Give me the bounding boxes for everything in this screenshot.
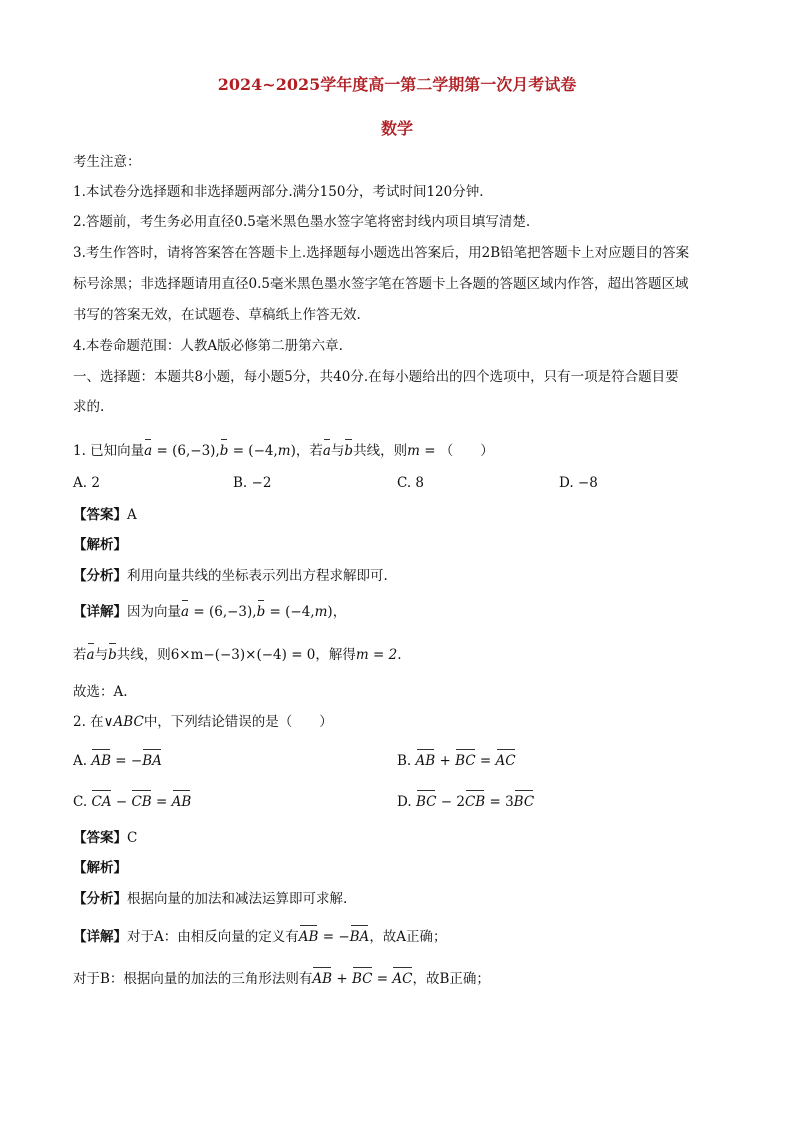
- vector-b-ref: b: [344, 443, 354, 459]
- vector-a: a: [144, 443, 153, 459]
- fenxi-tag: 【分析】: [73, 568, 127, 584]
- vector-b-detail: b: [256, 604, 266, 620]
- detail-equation: 6×m−(−3)×(−4) = 0: [170, 647, 316, 663]
- var-m: m: [277, 443, 291, 459]
- q1-close: ): [290, 443, 296, 459]
- triangle-abc: ∨ABC: [103, 714, 144, 730]
- q2-prefix: 2. 在: [73, 714, 104, 730]
- q1-mid-2: 与: [330, 443, 345, 459]
- q2-detail-b: 对于B：根据向量的加法的三角形法则有AB + BC = AC，故B正确；: [73, 971, 490, 987]
- var-m-detail: m: [314, 604, 328, 620]
- vector-a-ref: a: [322, 443, 331, 459]
- detail-l2b: 与: [94, 647, 109, 663]
- detail-text-1: 因为向量: [127, 604, 181, 620]
- detail-close: ): [327, 604, 333, 620]
- detail-b-tail: ，故B正确；: [412, 971, 490, 987]
- q2-option-a-label: A.: [73, 753, 88, 769]
- fenxi-tag: 【分析】: [73, 891, 127, 907]
- q1-choose: 故选：A.: [73, 684, 128, 700]
- q1-mid-1: ，若: [295, 443, 323, 459]
- answer-tag: 【答案】: [73, 507, 127, 523]
- detail-l2d: ，解得: [315, 647, 356, 663]
- question-2-stem: [73, 713, 333, 731]
- notice-heading: 考生注意：: [73, 154, 141, 170]
- vec-BA: BA: [349, 929, 370, 945]
- notice-item-2: 2.答题前，考生务必用直径0.5毫米黑色墨水签字笔将密封线内项目填写清楚.: [73, 214, 531, 230]
- fenxi-text: 利用向量共线的坐标表示列出方程求解即可.: [127, 568, 388, 584]
- detail-l2c: 共线，则: [116, 647, 171, 663]
- detail-eq-a: = (6,−3),: [193, 604, 257, 620]
- exam-subject: 数学: [380, 119, 413, 138]
- answer-value: A: [127, 507, 137, 523]
- vec-CB: CB: [464, 794, 486, 810]
- vec-AB: AB: [415, 753, 436, 769]
- q1-prefix: 1. 已知向量: [73, 443, 145, 459]
- q2-answer: [73, 829, 137, 847]
- detail-l2a: 若: [73, 647, 87, 663]
- answer-value: C: [127, 830, 138, 846]
- q1-detail-line-1: 【详解】因为向量a = (6,−3),b = (−4,m)，: [73, 604, 347, 620]
- detail-result: m = 2: [355, 647, 398, 663]
- var-m-ref: m: [407, 443, 420, 459]
- vec-AC: AC: [392, 971, 413, 987]
- q2-option-d: D. BC − 2CB = 3BC: [397, 794, 535, 810]
- vec-BC: BC: [513, 794, 535, 810]
- section1-heading-line-2: 求的.: [73, 399, 105, 415]
- section1-heading-line-1: 一、选择题：本题共8小题，每小题5分，共40分.在每小题给出的四个选项中，只有一项是符合题目要: [73, 369, 679, 385]
- detail-eq-b: = (−4,: [269, 604, 315, 620]
- question-1-stem: [73, 442, 494, 460]
- q2-stem: 中，下列结论错误的是（ ）: [143, 714, 333, 730]
- vec-AC: AC: [495, 753, 516, 769]
- q2-option-d-label: D.: [397, 794, 412, 810]
- detail-end: .: [397, 647, 402, 663]
- vec-BA: BA: [142, 753, 162, 769]
- detail-a-tail: ，故A正确；: [369, 929, 447, 945]
- q1-mid-3: 共线，则: [353, 443, 408, 459]
- exam-title: 2024~2025学年度高一第二学期第一次月考试卷: [217, 75, 577, 94]
- q1-fenxi: [73, 567, 388, 585]
- vec-BC: BC: [352, 971, 373, 987]
- q2-detail-a: 【详解】对于A：由相反向量的定义有AB = −BA，故A正确；: [73, 929, 447, 945]
- q1-eq-b: = (−4,: [232, 443, 278, 459]
- q1-detail-line-2: [73, 646, 402, 664]
- q1-analysis-tag: 【解析】: [73, 537, 127, 553]
- vec-AB: AB: [171, 794, 192, 810]
- q1-answer: [73, 506, 137, 524]
- notice-item-3-line-1: 3.考生作答时，请将答案答在答题卡上.选择题每小题选出答案后，用2B铅笔把答题卡上对应题目的答案: [73, 245, 690, 261]
- detail-a-text: 对于A：由相反向量的定义有: [127, 929, 299, 945]
- q1-tail: = （ ）: [424, 443, 494, 459]
- vector-b-detail-2: b: [108, 647, 117, 663]
- q2-fenxi: [73, 890, 347, 908]
- notice-item-4: 4.本卷命题范围：人教A版必修第二册第六章.: [73, 338, 343, 354]
- vec-AB: AB: [312, 971, 333, 987]
- q2-option-c: C. CA − CB = AB: [73, 794, 192, 810]
- vector-a-detail: a: [181, 604, 190, 620]
- vec-BC: BC: [455, 753, 476, 769]
- notice-item-1: 1.本试卷分选择题和非选择题两部分.满分150分，考试时间120分钟.: [73, 184, 484, 200]
- q2-option-a: A. AB = −BA: [73, 753, 162, 769]
- q2-option-b-label: B.: [397, 753, 412, 769]
- vector-a-detail-2: a: [86, 647, 95, 663]
- detail-b-text: 对于B：根据向量的加法的三角形法则有: [73, 971, 313, 987]
- q1-option-a: A. 2: [73, 475, 100, 491]
- detail-tag: 【详解】: [73, 604, 127, 620]
- vector-b: b: [219, 443, 229, 459]
- q1-option-c: C. 8: [397, 475, 425, 491]
- q2-option-c-label: C.: [73, 794, 88, 810]
- vec-AB: AB: [91, 753, 112, 769]
- detail-tag: 【详解】: [73, 929, 127, 945]
- notice-item-3-line-3: 书写的答案无效，在试题卷、草稿纸上作答无效.: [73, 307, 361, 323]
- vec-CB: CB: [131, 794, 152, 810]
- q1-option-d: D. −8: [559, 475, 598, 491]
- vec-AB: AB: [298, 929, 319, 945]
- q2-option-b: B. AB + BC = AC: [397, 753, 516, 769]
- notice-item-3-line-2: 标号涂黑；非选择题请用直径0.5毫米黑色墨水签字笔在答题卡上各题的答题区域内作答，超出答题区域: [73, 276, 689, 292]
- vec-CA: CA: [91, 794, 112, 810]
- q1-option-b: B. −2: [233, 475, 272, 491]
- q1-eq-a: = (6,−3),: [156, 443, 220, 459]
- answer-tag: 【答案】: [73, 830, 127, 846]
- vec-BC: BC: [415, 794, 437, 810]
- q2-analysis-tag: 【解析】: [73, 860, 127, 876]
- fenxi-text: 根据向量的加法和减法运算即可求解.: [127, 891, 348, 907]
